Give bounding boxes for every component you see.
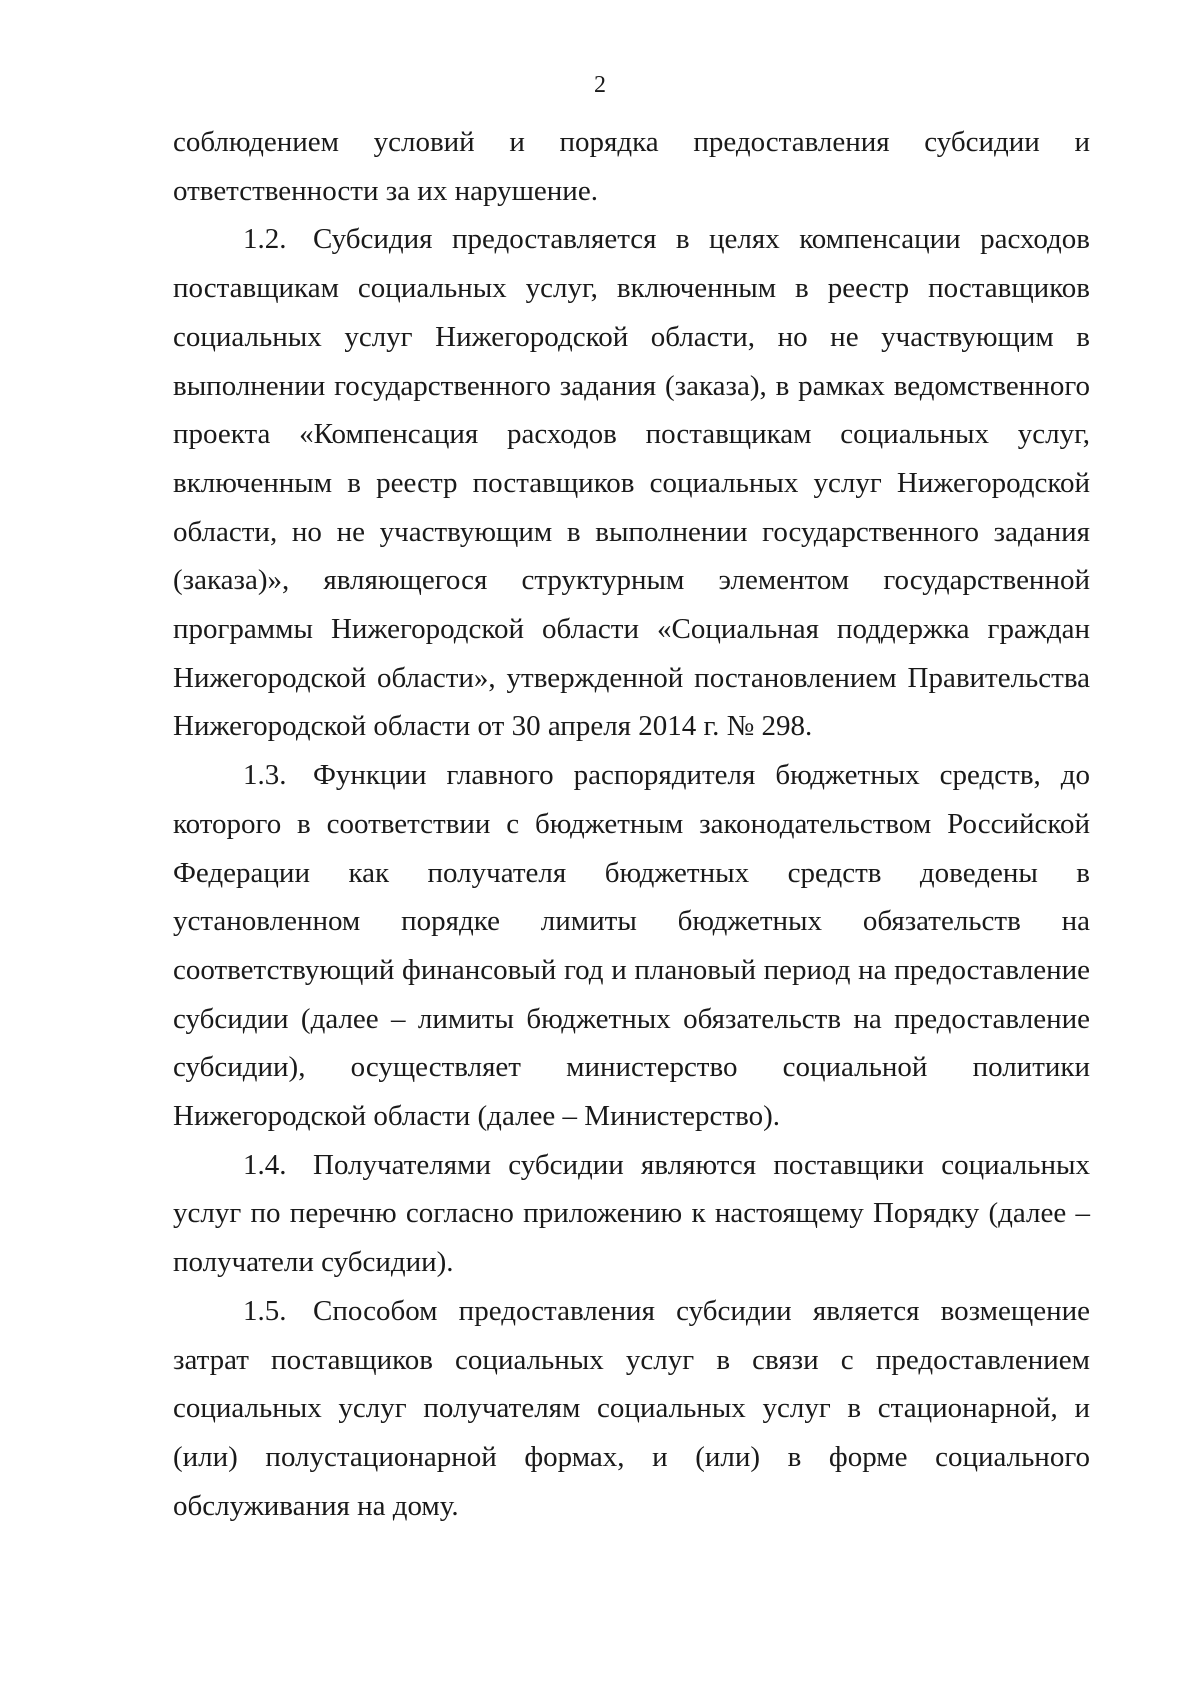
document-body [173,118,1090,1530]
paragraph-1-3 [173,751,1090,1141]
paragraph-text: Способом предоставления субсидии является возмещение затрат поставщиков социальных услуг в связи с предоставлением социальных услуг получателям социальных услуг в стационарной, и (или) полустационарной формах, и (или) в форме социального обслуживания на дому. [173,1294,1090,1522]
paragraph-text: соблюдением условий и порядка предоставления субсидии и ответственности за их нарушение. [173,126,1090,207]
paragraph-text: Функции главного распорядителя бюджетных средств, до которого в соответствии с бюджетным законодательством Российской Федерации как получателя бюджетных средств доведены в установленном порядке лимиты бюджетных обязательств на соответствующий финансовый год и плановый период на предоставление субсидии (далее – лимиты бюджетных обязательств на предоставление субсидии), осуществляет министерство социальной политики Нижегородской области (далее – Министерство). [173,759,1090,1133]
page-number: 2 [594,72,606,98]
paragraph-text: Получателями субсидии являются поставщики социальных услуг по перечню согласно приложению к настоящему Порядку (далее – получатели субсидии). [173,1148,1090,1279]
paragraph-number: 1.4. [243,1148,287,1181]
paragraph-1-4 [173,1141,1090,1287]
paragraph-continuation [173,118,1090,215]
paragraph-number: 1.5. [243,1294,287,1327]
paragraph-1-5 [173,1287,1090,1531]
paragraph-1-2 [173,215,1090,751]
paragraph-text: Субсидия предоставляется в целях компенсации расходов поставщикам социальных услуг, включенным в реестр поставщиков социальных услуг Нижегородской области, но не участвующим в выполнении государственного задания (заказа), в рамках ведомственного проекта «Компенсация расходов поставщикам социальных услуг, включенным в реестр поставщиков социальных услуг Нижегородской области, но не участвующим в выполнении государственного задания (заказа)», являющегося структурным элементом государственной программы Нижегородской области «Социальная поддержка граждан Нижегородской области», утвержденной постановлением Правительства Нижегородской области от 30 апреля 2014 г. № 298. [173,223,1090,743]
paragraph-number: 1.2. [243,223,287,256]
paragraph-number: 1.3. [243,759,287,792]
